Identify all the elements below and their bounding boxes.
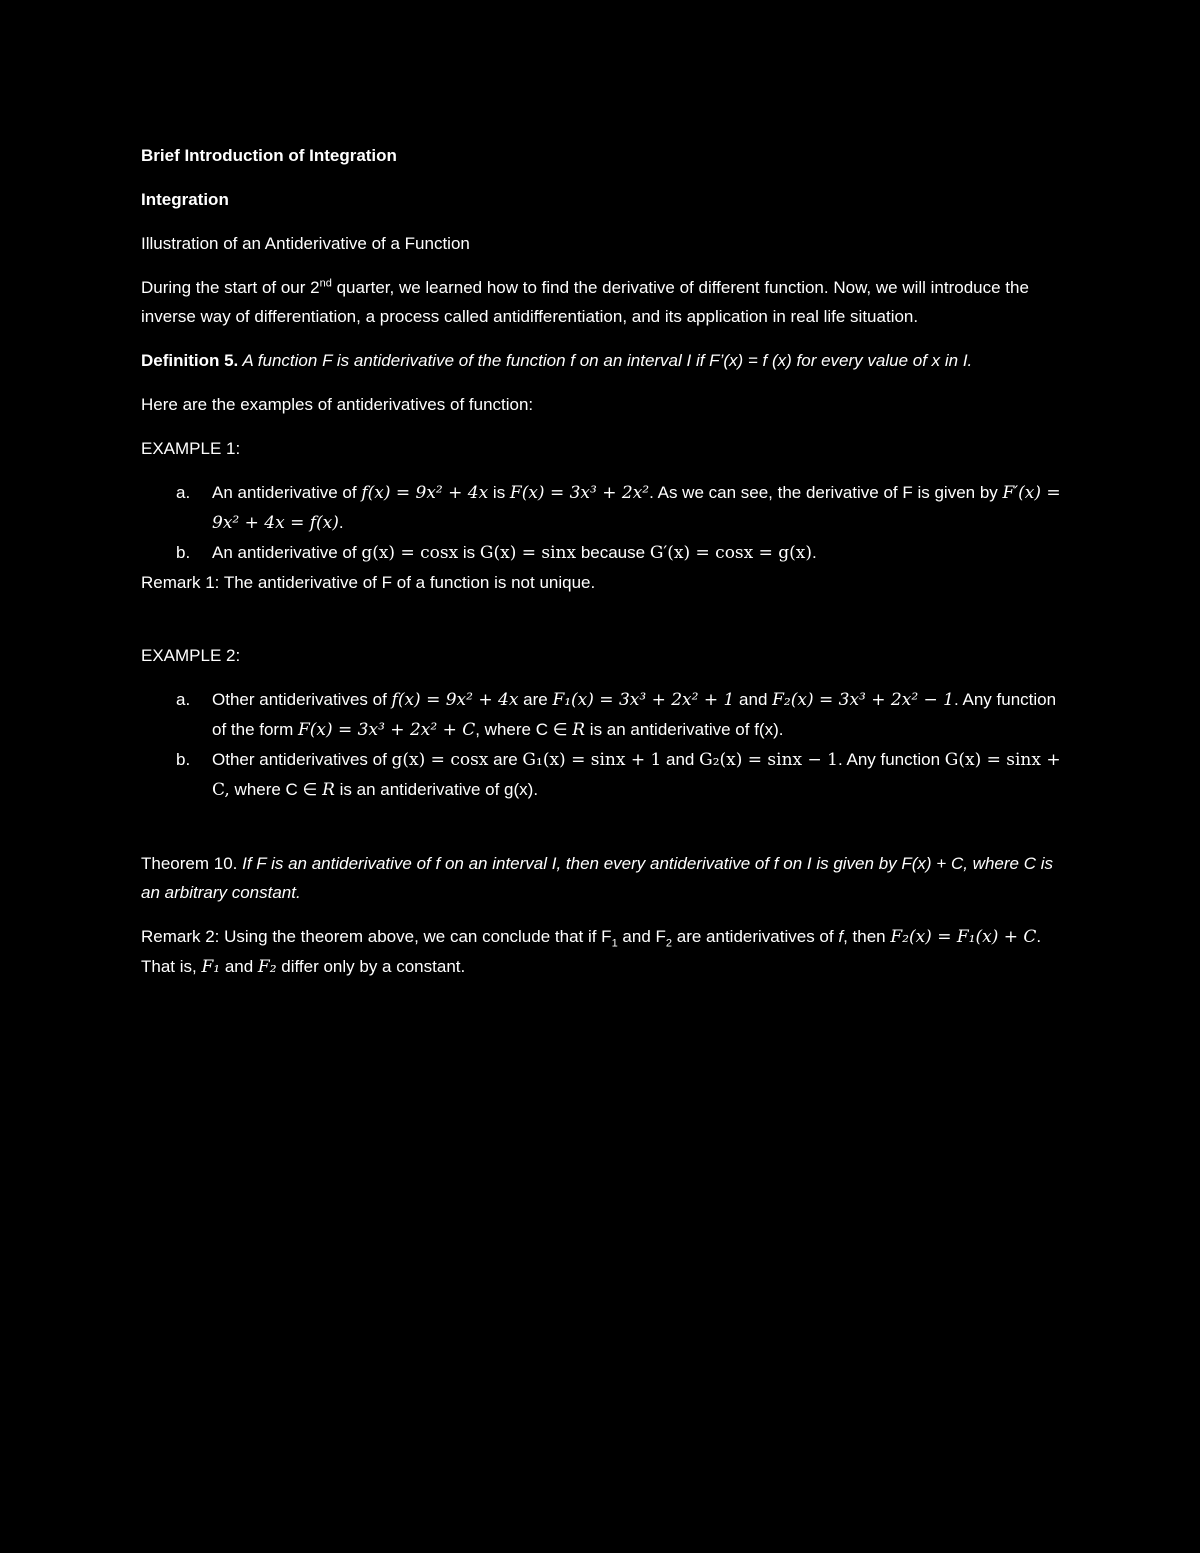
example2-title: EXAMPLE 2: — [141, 646, 241, 665]
math-expression: F₁(x) = 3x³ + 2x² + 1 — [552, 690, 735, 710]
list-item: a. Other antiderivatives of f(x) = 9x² + 4x are F₁(x) = 3x³ + 2x² + 1 and F₂(x) = 3x³ + 2x² − 1. Any function of the form F(x) = 3x³ + 2x² + C, where C ∈ R is an antiderivative of f(x). — [141, 685, 1061, 745]
remark-1: Remark 1: The antiderivative of F of a function is not unique. — [141, 573, 596, 592]
math-expression: F(x) = 3x³ + 2x² + C — [297, 720, 476, 740]
math-symbol: F₁ — [201, 957, 221, 977]
math-expression: F₂(x) = F₁(x) + C — [890, 927, 1037, 947]
math-symbol: R — [322, 780, 335, 800]
math-expression: F₂(x) = 3x³ + 2x² − 1 — [772, 690, 954, 710]
math-expression: g(x) = cosx — [391, 750, 489, 770]
example1-list — [141, 478, 1061, 568]
list-item: b. An antiderivative of g(x) = cosx is G(x) = sinx because G′(x) = cosx = g(x). — [141, 538, 1061, 568]
list-marker: b. — [176, 750, 191, 769]
list-marker: a. — [176, 483, 191, 502]
definition-label: Definition 5. — [141, 351, 239, 370]
math-expression: G₁(x) = sinx + 1 — [522, 750, 662, 770]
math-symbol: F₂ — [257, 957, 277, 977]
illustration-title: Illustration of an Antiderivative of a Function — [141, 234, 470, 253]
list-marker: a. — [176, 690, 191, 709]
intro-paragraph: During the start of our 2nd quarter, we learned how to find the derivative of different function. Now, we will introduce the inverse way of differentiation, a process called antidifferentiation, and its application in real life situation. — [141, 277, 1029, 326]
math-expression: G₂(x) = sinx − 1 — [699, 750, 838, 770]
math-expression: g(x) = cosx — [361, 543, 459, 563]
theorem-paragraph — [141, 849, 1061, 907]
math-expression: F(x) = 3x³ + 2x² — [509, 483, 650, 503]
document-page — [141, 141, 1061, 982]
math-expression: G(x) = sinx — [479, 543, 577, 563]
ordinal-superscript: nd — [319, 277, 332, 290]
example1-title: EXAMPLE 1: — [141, 439, 241, 458]
theorem-text: If F is an antiderivative of f on an interval I, then every antiderivative of f on I is given by F(x) + C, where C is an arbitrary constant. — [141, 854, 1053, 902]
definition-paragraph — [141, 346, 1061, 375]
document-heading: Brief Introduction of Integration — [141, 146, 397, 165]
math-expression: f(x) = 9x² + 4x — [391, 690, 519, 710]
section-heading: Integration — [141, 190, 229, 209]
examples-intro: Here are the examples of antiderivatives of function: — [141, 395, 534, 414]
math-expression: G(x) = sinx + C, — [212, 750, 1061, 800]
list-item: b. Other antiderivatives of g(x) = cosx are G₁(x) = sinx + 1 and G₂(x) = sinx − 1. Any function G(x) = sinx + C, where C ∈ R is an antiderivative of g(x). — [141, 745, 1061, 805]
example2-list — [141, 685, 1061, 805]
theorem-label: Theorem 10. — [141, 854, 238, 873]
remark-2: Remark 2: Using the theorem above, we can conclude that if $F_1$ and $F_2$ are antiderivatives of f, then F₂(x) = F₁(x) + C. That is, F₁ and F₂ differ only by a constant. — [141, 927, 1042, 977]
list-item: a. An antiderivative of f(x) = 9x² + 4x is F(x) = 3x³ + 2x². As we can see, the derivative of F is given by F′(x) = 9x² + 4x = f(x). — [141, 478, 1061, 538]
math-symbol: R — [572, 720, 586, 740]
list-marker: b. — [176, 543, 191, 562]
math-expression: G′(x) = cosx = g(x) — [649, 543, 813, 563]
math-expression: f(x) = 9x² + 4x — [361, 483, 489, 503]
definition-text: A function F is antiderivative of the function f on an interval I if F’(x) = f (x) for every value of x in I. — [238, 351, 973, 370]
math-expression: F′(x) = 9x² + 4x = f(x) — [212, 483, 1061, 533]
